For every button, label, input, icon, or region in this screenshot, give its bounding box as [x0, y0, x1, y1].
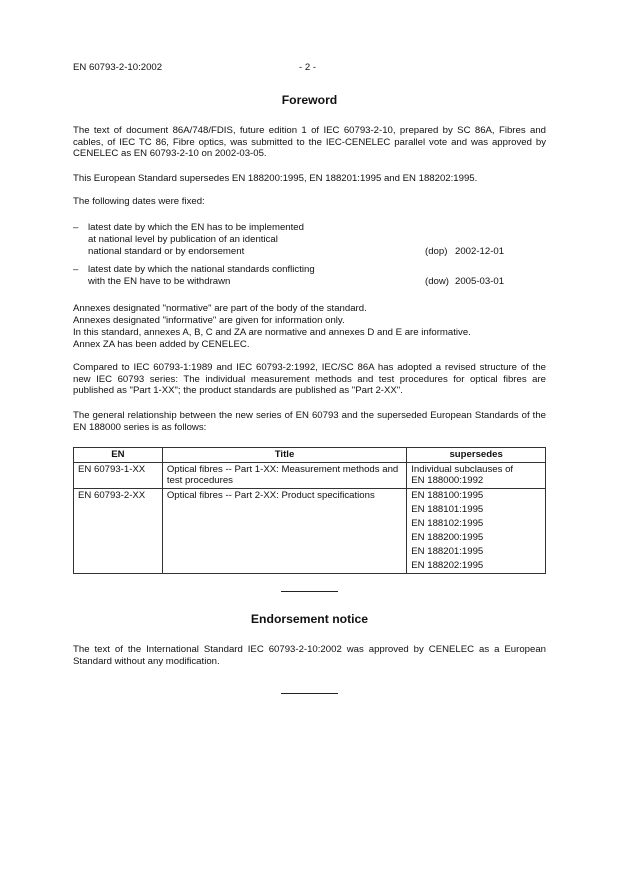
- cell-title: Optical fibres -- Part 1-XX: Measurement methods and test procedures: [162, 462, 406, 488]
- endorsement-title: Endorsement notice: [250, 612, 369, 626]
- date-item-line: latest date by which the national standards conflicting: [88, 264, 315, 275]
- annex-line: Annexes designated "informative" are given for information only.: [73, 315, 345, 326]
- date-item-line: latest date by which the EN has to be implemented: [88, 222, 304, 233]
- page-number: - 2 -: [299, 62, 317, 73]
- section-separator: [281, 591, 338, 592]
- supersedes-entry: EN 188000:1992: [411, 475, 484, 486]
- supersedes-entry: EN 188200:1995: [411, 531, 484, 543]
- column-header-title: Title: [162, 448, 406, 463]
- supersedes-entry: EN 188100:1995: [411, 489, 484, 501]
- date-item-line: with the EN have to be withdrawn: [88, 276, 231, 287]
- supersedes-entry: EN 188101:1995: [411, 503, 484, 515]
- foreword-title: Foreword: [281, 93, 338, 107]
- date-item-line: at national level by publication of an identical: [88, 234, 278, 245]
- supersedes-entry: EN 188102:1995: [411, 517, 484, 529]
- column-header-en: EN: [74, 448, 163, 463]
- annex-line: Annexes designated "normative" are part of the body of the standard.: [73, 303, 367, 314]
- foreword-paragraph-1: The text of document 86A/748/FDIS, future edition 1 of IEC 60793-2-10, prepared by SC 86A, Fibres and cables, of IEC TC 86, Fibre optics, was submitted to the IEC-CENELEC parallel vote and was approved by CENELEC as EN 60793-2-10 on 2002-03-05.: [73, 125, 546, 159]
- list-dash: –: [73, 264, 79, 275]
- supersedes-table: [73, 447, 546, 574]
- doc-id: EN 60793-2-10:2002: [73, 62, 163, 73]
- list-dash: –: [73, 222, 79, 233]
- annex-line: Annex ZA has been added by CENELEC.: [73, 339, 250, 350]
- table-row: [74, 488, 546, 574]
- supersedes-entry: EN 188202:1995: [411, 559, 484, 571]
- endorsement-paragraph: The text of the International Standard IEC 60793-2-10:2002 was approved by CENELEC as a European Standard without any modification.: [73, 644, 546, 667]
- date-value: 2005-03-01: [455, 276, 505, 287]
- date-code: (dow): [425, 276, 449, 287]
- date-value: 2002-12-01: [455, 246, 505, 257]
- supersedes-entry: Individual subclauses of: [411, 463, 514, 475]
- cell-en: EN 60793-1-XX: [74, 462, 163, 488]
- column-header-supersedes: supersedes: [407, 448, 546, 463]
- foreword-paragraph-2: This European Standard supersedes EN 188200:1995, EN 188201:1995 and EN 188202:1995.: [73, 173, 478, 184]
- cell-en: EN 60793-2-XX: [74, 488, 163, 574]
- cell-supersedes: [407, 462, 546, 488]
- table-row: [74, 462, 546, 488]
- foreword-paragraph-4: Compared to IEC 60793-1:1989 and IEC 60793-2:1992, IEC/SC 86A has adopted a revised structure of the new IEC 60793 series: The individual measurement methods and test procedures for optical fibres are published as "Part 1-XX"; the product standards are published as "Part 2-XX".: [73, 362, 546, 396]
- annex-line: In this standard, annexes A, B, C and ZA are normative and annexes D and E are informative.: [73, 327, 471, 338]
- foreword-paragraph-3: The following dates were fixed:: [73, 196, 205, 207]
- supersedes-entry: EN 188201:1995: [411, 545, 484, 557]
- date-item-line: national standard or by endorsement: [88, 246, 245, 257]
- table-header-row: [74, 448, 546, 463]
- cell-supersedes: [407, 488, 546, 574]
- cell-title: Optical fibres -- Part 2-XX: Product specifications: [162, 488, 406, 574]
- date-code: (dop): [425, 246, 448, 257]
- foreword-paragraph-5: The general relationship between the new series of EN 60793 and the superseded European Standards of the EN 188000 series is as follows:: [73, 410, 546, 433]
- section-separator: [281, 693, 338, 694]
